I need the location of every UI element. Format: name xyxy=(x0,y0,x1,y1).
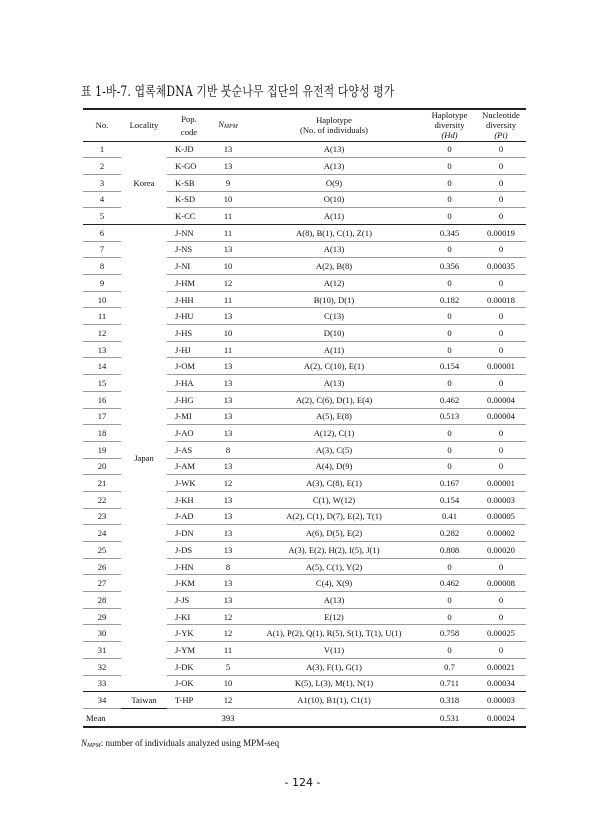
header-pi xyxy=(476,109,526,141)
row-no: 15 xyxy=(83,375,121,392)
row-haplotype: A(6), D(5), E(2) xyxy=(245,525,423,542)
row-pop-code: T-HP xyxy=(167,692,211,709)
row-no: 10 xyxy=(83,291,121,308)
row-hd: 0 xyxy=(423,241,476,258)
header-pop-line2: code xyxy=(180,126,198,137)
row-n: 13 xyxy=(211,542,245,559)
row-pop-code: J-HH xyxy=(167,291,211,308)
row-pi: 0.00003 xyxy=(476,692,526,709)
row-no: 31 xyxy=(83,642,121,659)
row-n: 13 xyxy=(211,141,245,158)
header-pi-line1: Nucleotide xyxy=(482,110,520,121)
row-no: 11 xyxy=(83,308,121,325)
row-haplotype: C(13) xyxy=(245,308,423,325)
row-n: 10 xyxy=(211,675,245,692)
row-no: 30 xyxy=(83,625,121,642)
row-pop-code: J-AS xyxy=(167,441,211,458)
footnote-sub: MPM xyxy=(87,743,101,749)
row-pi: 0 xyxy=(476,592,526,609)
row-n: 13 xyxy=(211,575,245,592)
row-n: 12 xyxy=(211,475,245,492)
row-no: 22 xyxy=(83,491,121,508)
row-n: 13 xyxy=(211,508,245,525)
row-pi: 0 xyxy=(476,158,526,175)
mean-row xyxy=(83,708,526,727)
row-pop-code: J-DS xyxy=(167,542,211,559)
row-n: 13 xyxy=(211,458,245,475)
row-no: 1 xyxy=(83,141,121,158)
row-haplotype: A(12), C(1) xyxy=(245,425,423,442)
row-pi: 0.00025 xyxy=(476,625,526,642)
header-hd-line1: Haplotype xyxy=(431,110,468,121)
row-pi: 0 xyxy=(476,208,526,225)
row-n: 12 xyxy=(211,625,245,642)
row-hd: 0 xyxy=(423,642,476,659)
header-pi-line3: (Pi) xyxy=(494,130,508,141)
header-haplotype-line2: (No. of individuals) xyxy=(299,125,369,136)
row-hd: 0.167 xyxy=(423,475,476,492)
row-no: 12 xyxy=(83,325,121,342)
row-hd: 0.345 xyxy=(423,224,476,241)
row-pop-code: J-AO xyxy=(167,425,211,442)
row-haplotype: A(3), E(2), H(2), I(5), J(1) xyxy=(245,542,423,559)
row-hd: 0.462 xyxy=(423,575,476,592)
row-n: 5 xyxy=(211,658,245,675)
row-n: 12 xyxy=(211,275,245,292)
header-haplotype-line1: Haplotype xyxy=(316,115,352,126)
row-no: 26 xyxy=(83,558,121,575)
header-pi-line2: diversity xyxy=(485,120,517,131)
row-haplotype: A(13) xyxy=(245,592,423,609)
row-haplotype: E(12) xyxy=(245,608,423,625)
row-pop-code: J-NI xyxy=(167,258,211,275)
row-hd: 0 xyxy=(423,308,476,325)
row-n: 13 xyxy=(211,491,245,508)
page-number: - 124 - xyxy=(284,776,321,789)
row-pi: 0.00020 xyxy=(476,542,526,559)
row-no: 32 xyxy=(83,658,121,675)
row-no: 14 xyxy=(83,358,121,375)
row-no: 2 xyxy=(83,158,121,175)
row-n: 10 xyxy=(211,191,245,208)
row-pi: 0.00002 xyxy=(476,525,526,542)
row-pop-code: J-YK xyxy=(167,625,211,642)
mean-label: Mean xyxy=(83,708,121,727)
header-no: No. xyxy=(83,109,121,141)
mean-empty-code xyxy=(167,708,211,727)
header-n-main: N xyxy=(218,118,225,129)
row-n: 13 xyxy=(211,592,245,609)
footnote-text: : number of individuals analyzed using MPM-seq xyxy=(100,738,280,748)
row-pi: 0 xyxy=(476,441,526,458)
row-haplotype: A1(10), B1(1), C1(1) xyxy=(245,692,423,709)
row-hd: 0.711 xyxy=(423,675,476,692)
row-no: 25 xyxy=(83,542,121,559)
row-hd: 0.282 xyxy=(423,525,476,542)
row-haplotype: C(4), X(9) xyxy=(245,575,423,592)
header-pop-code xyxy=(167,109,211,141)
row-pi: 0 xyxy=(476,241,526,258)
row-no: 9 xyxy=(83,275,121,292)
row-haplotype: C(1), W(12) xyxy=(245,491,423,508)
row-haplotype: A(2), B(8) xyxy=(245,258,423,275)
row-no: 5 xyxy=(83,208,121,225)
row-no: 17 xyxy=(83,408,121,425)
header-hd-line3: (Hd) xyxy=(441,130,458,141)
table-row xyxy=(83,692,526,709)
row-pop-code: J-OK xyxy=(167,675,211,692)
row-pi: 0 xyxy=(476,608,526,625)
row-pop-code: J-MI xyxy=(167,408,211,425)
row-n: 11 xyxy=(211,291,245,308)
row-hd: 0.513 xyxy=(423,408,476,425)
row-pop-code: K-SB xyxy=(167,174,211,191)
row-n: 13 xyxy=(211,375,245,392)
row-pi: 0.00001 xyxy=(476,475,526,492)
row-hd: 0.356 xyxy=(423,258,476,275)
row-pop-code: J-HA xyxy=(167,375,211,392)
row-hd: 0 xyxy=(423,425,476,442)
row-pi: 0 xyxy=(476,174,526,191)
row-pop-code: J-KI xyxy=(167,608,211,625)
row-hd: 0 xyxy=(423,174,476,191)
row-no: 8 xyxy=(83,258,121,275)
row-pop-code: J-NN xyxy=(167,224,211,241)
mean-n: 393 xyxy=(211,708,245,727)
row-pi: 0 xyxy=(476,341,526,358)
footnote xyxy=(81,738,279,749)
row-hd: 0.462 xyxy=(423,391,476,408)
row-hd: 0.41 xyxy=(423,508,476,525)
row-pop-code: J-YM xyxy=(167,642,211,659)
row-pop-code: K-CC xyxy=(167,208,211,225)
row-no: 27 xyxy=(83,575,121,592)
row-n: 12 xyxy=(211,608,245,625)
row-pi: 0 xyxy=(476,191,526,208)
row-n: 10 xyxy=(211,258,245,275)
row-hd: 0 xyxy=(423,375,476,392)
mean-pi: 0.00024 xyxy=(476,708,526,727)
row-n: 12 xyxy=(211,692,245,709)
row-pop-code: J-HJ xyxy=(167,341,211,358)
row-pop-code: J-HM xyxy=(167,275,211,292)
row-pop-code: J-KM xyxy=(167,575,211,592)
row-n: 13 xyxy=(211,358,245,375)
row-n: 10 xyxy=(211,325,245,342)
row-haplotype: A(13) xyxy=(245,241,423,258)
row-pop-code: J-HN xyxy=(167,558,211,575)
footnote-symbol: N xyxy=(81,738,88,748)
header-locality: Locality xyxy=(121,109,167,141)
row-no: 33 xyxy=(83,675,121,692)
table-caption: 표 1-바-7. 엽록체DNA 기반 붓순나무 집단의 유전적 다양성 평가 xyxy=(81,84,395,100)
row-n: 11 xyxy=(211,224,245,241)
row-haplotype: O(10) xyxy=(245,191,423,208)
row-hd: 0.154 xyxy=(423,491,476,508)
row-pop-code: J-DK xyxy=(167,658,211,675)
row-haplotype: A(11) xyxy=(245,208,423,225)
row-hd: 0.758 xyxy=(423,625,476,642)
row-pop-code: K-SD xyxy=(167,191,211,208)
row-haplotype: A(4), D(9) xyxy=(245,458,423,475)
row-pi: 0.00004 xyxy=(476,391,526,408)
locality-cell: Taiwan xyxy=(121,692,167,709)
row-no: 6 xyxy=(83,224,121,241)
row-hd: 0.154 xyxy=(423,358,476,375)
header-hd-line2: diversity xyxy=(434,120,465,131)
row-pi: 0.00008 xyxy=(476,575,526,592)
row-n: 13 xyxy=(211,241,245,258)
row-haplotype: A(2), C(6), D(1), E(4) xyxy=(245,391,423,408)
row-pi: 0.00035 xyxy=(476,258,526,275)
row-pi: 0.00019 xyxy=(476,224,526,241)
row-pi: 0 xyxy=(476,375,526,392)
mean-empty-locality xyxy=(121,708,167,727)
row-hd: 0 xyxy=(423,141,476,158)
row-haplotype: A(3), F(1), G(1) xyxy=(245,658,423,675)
header-hd xyxy=(423,109,476,141)
row-n: 13 xyxy=(211,158,245,175)
row-pop-code: J-HG xyxy=(167,391,211,408)
row-pop-code: J-AM xyxy=(167,458,211,475)
row-pop-code: J-NS xyxy=(167,241,211,258)
row-no: 34 xyxy=(83,692,121,709)
row-haplotype: D(10) xyxy=(245,325,423,342)
row-no: 21 xyxy=(83,475,121,492)
diversity-table xyxy=(83,108,526,728)
row-no: 4 xyxy=(83,191,121,208)
row-no: 20 xyxy=(83,458,121,475)
row-hd: 0 xyxy=(423,275,476,292)
locality-cell: Japan xyxy=(121,224,167,691)
row-pi: 0 xyxy=(476,642,526,659)
header-haplotype xyxy=(245,109,423,141)
row-hd: 0 xyxy=(423,191,476,208)
row-pi: 0 xyxy=(476,141,526,158)
row-no: 29 xyxy=(83,608,121,625)
row-n: 8 xyxy=(211,558,245,575)
row-pop-code: J-DN xyxy=(167,525,211,542)
row-hd: 0 xyxy=(423,325,476,342)
row-hd: 0.318 xyxy=(423,692,476,709)
row-no: 23 xyxy=(83,508,121,525)
row-haplotype: A(8), B(1), C(1), Z(1) xyxy=(245,224,423,241)
row-haplotype: A(5), E(8) xyxy=(245,408,423,425)
header-row xyxy=(83,109,526,141)
row-pi: 0 xyxy=(476,275,526,292)
row-pi: 0.00018 xyxy=(476,291,526,308)
row-hd: 0 xyxy=(423,158,476,175)
row-n: 13 xyxy=(211,525,245,542)
row-hd: 0 xyxy=(423,441,476,458)
row-pi: 0 xyxy=(476,458,526,475)
row-hd: 0 xyxy=(423,558,476,575)
locality-cell: Korea xyxy=(121,141,167,224)
row-pi: 0.00034 xyxy=(476,675,526,692)
row-n: 8 xyxy=(211,441,245,458)
row-n: 13 xyxy=(211,391,245,408)
row-no: 24 xyxy=(83,525,121,542)
row-haplotype: A(1), P(2), Q(1), R(5), S(1), T(1), U(1) xyxy=(245,625,423,642)
row-pop-code: K-GO xyxy=(167,158,211,175)
row-haplotype: A(13) xyxy=(245,375,423,392)
row-pi: 0.00003 xyxy=(476,491,526,508)
row-haplotype: V(11) xyxy=(245,642,423,659)
row-haplotype: A(2), C(10), E(1) xyxy=(245,358,423,375)
row-hd: 0.182 xyxy=(423,291,476,308)
row-pi: 0 xyxy=(476,425,526,442)
row-pop-code: J-KH xyxy=(167,491,211,508)
row-haplotype: A(11) xyxy=(245,341,423,358)
row-n: 11 xyxy=(211,208,245,225)
row-n: 11 xyxy=(211,642,245,659)
row-pi: 0.00004 xyxy=(476,408,526,425)
row-hd: 0 xyxy=(423,208,476,225)
row-no: 19 xyxy=(83,441,121,458)
row-pop-code: J-OM xyxy=(167,358,211,375)
row-haplotype: A(3), C(8), E(1) xyxy=(245,475,423,492)
row-no: 3 xyxy=(83,174,121,191)
mean-empty-haplotype xyxy=(245,708,423,727)
row-no: 7 xyxy=(83,241,121,258)
row-haplotype: A(3), C(5) xyxy=(245,441,423,458)
row-pop-code: J-WK xyxy=(167,475,211,492)
row-pop-code: J-HU xyxy=(167,308,211,325)
row-n: 11 xyxy=(211,341,245,358)
row-no: 18 xyxy=(83,425,121,442)
row-hd: 0.808 xyxy=(423,542,476,559)
row-n: 9 xyxy=(211,174,245,191)
row-hd: 0 xyxy=(423,592,476,609)
row-n: 13 xyxy=(211,308,245,325)
row-hd: 0.7 xyxy=(423,658,476,675)
row-hd: 0 xyxy=(423,341,476,358)
row-pi: 0 xyxy=(476,325,526,342)
row-pi: 0 xyxy=(476,308,526,325)
row-haplotype: A(12) xyxy=(245,275,423,292)
row-pop-code: J-JS xyxy=(167,592,211,609)
row-haplotype: A(13) xyxy=(245,141,423,158)
row-no: 16 xyxy=(83,391,121,408)
row-pop-code: J-HS xyxy=(167,325,211,342)
row-haplotype: K(5), L(3), M(1), N(1) xyxy=(245,675,423,692)
mean-hd: 0.531 xyxy=(423,708,476,727)
header-n xyxy=(211,109,245,141)
row-hd: 0 xyxy=(423,608,476,625)
row-pop-code: K-JD xyxy=(167,141,211,158)
row-pop-code: J-AD xyxy=(167,508,211,525)
row-hd: 0 xyxy=(423,458,476,475)
header-pop-line1: Pop. xyxy=(181,113,197,124)
row-haplotype: A(2), C(1), D(7), E(2), T(1) xyxy=(245,508,423,525)
row-pi: 0.00021 xyxy=(476,658,526,675)
row-n: 13 xyxy=(211,425,245,442)
row-pi: 0 xyxy=(476,558,526,575)
row-pi: 0.00005 xyxy=(476,508,526,525)
row-haplotype: O(9) xyxy=(245,174,423,191)
row-haplotype: A(5), C(1), Y(2) xyxy=(245,558,423,575)
row-no: 13 xyxy=(83,341,121,358)
table-body xyxy=(83,141,526,708)
row-no: 28 xyxy=(83,592,121,609)
table-row xyxy=(83,224,526,241)
row-n: 13 xyxy=(211,408,245,425)
header-n-sub: MPM xyxy=(224,123,238,130)
row-pi: 0.00001 xyxy=(476,358,526,375)
row-haplotype: A(13) xyxy=(245,158,423,175)
row-haplotype: B(10), D(1) xyxy=(245,291,423,308)
table-row xyxy=(83,141,526,158)
